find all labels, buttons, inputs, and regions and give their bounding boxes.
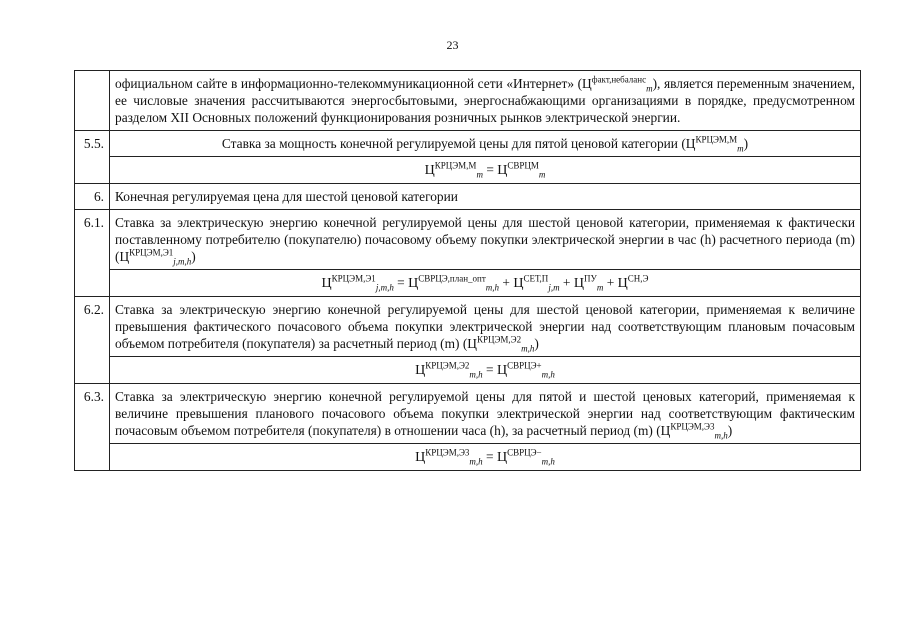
formula [110, 444, 861, 471]
subscript: m,h [541, 369, 555, 380]
text-part: Ставка за электрическую энергию конечной регулируемой цены для пятой и шестой ценовых категорий, применяемая к величине превышения планового почасового объема покупки электрической энергии над соответствующим фактическим почасовым объемом потребителя (покупателя) в отношении часа (h), за расчетный период (m) (Ц [115, 389, 855, 438]
superscript: СВРЦЭ,план_опт [418, 273, 486, 284]
text-part: Ставка за мощность конечной регулируемой цены для пятой ценовой категории (Ц [221, 136, 696, 151]
superscript: КРЦЭМ,Э3 [425, 447, 470, 458]
subscript: j,m,h [375, 282, 394, 293]
table-row [75, 384, 861, 444]
table-row [75, 210, 861, 270]
formula-symbol: Ц [408, 276, 419, 291]
row-text: Конечная регулируемая цена для шестой ценовой категории [110, 184, 861, 210]
row-text [110, 71, 861, 131]
table-row [75, 71, 861, 131]
subscript: j,m,h [173, 256, 192, 267]
superscript: факт,небаланс [591, 74, 647, 85]
equals-sign: = [486, 162, 494, 177]
formula-row [75, 157, 861, 184]
formula-symbol: Ц [496, 363, 508, 378]
superscript: СВРЦМ [507, 160, 539, 171]
text-part: официальном сайте в информационно-телекоммуникационной сети «Интернет» (Ц [115, 76, 592, 91]
page-number: 23 [446, 38, 459, 52]
plus-sign: + [562, 275, 571, 290]
subscript: m,h [521, 343, 535, 354]
superscript: СЕТ,П [523, 273, 549, 284]
superscript: КРЦЭМ,Э1 [129, 247, 174, 258]
formula-row [75, 444, 861, 471]
row-number [75, 71, 110, 131]
row-text [110, 297, 861, 357]
superscript: КРЦЭМ,Э2 [425, 360, 470, 371]
row-number: 5.5. [75, 131, 110, 184]
formula-symbol: Ц [496, 450, 508, 465]
text-part: ) [727, 423, 733, 438]
subscript: j,m [548, 282, 560, 293]
equals-sign: = [486, 449, 494, 464]
superscript: КРЦЭМ,М [434, 160, 477, 171]
superscript: КРЦЭМ,Э3 [670, 421, 715, 432]
tariff-table [74, 70, 861, 471]
subscript: m [737, 143, 744, 154]
formula-row [75, 270, 861, 297]
superscript: СН,Э [627, 273, 649, 284]
superscript: КРЦЭМ,Э1 [331, 273, 376, 284]
text-part: ) [191, 249, 196, 264]
subscript: m,h [714, 430, 728, 441]
text-part: Ставка за электрическую энергию конечной регулируемой цены для шестой ценовой категории, применяемая к величине превышения фактического почасового объема покупки электрической энергии над соответствующим плановым почасовым объемом потребителя (покупателя) за расчетный период (m) (Ц [115, 302, 855, 351]
subscript: m [538, 169, 546, 180]
formula-symbol: Ц [573, 276, 584, 291]
table-row [75, 184, 861, 210]
subscript: m,h [469, 456, 483, 467]
formula [110, 157, 861, 184]
plus-sign: + [606, 275, 615, 290]
row-number: 6. [75, 184, 110, 210]
subscript: m,h [541, 456, 555, 467]
formula-symbol: Ц [321, 276, 332, 291]
row-number: 6.2. [75, 297, 110, 384]
formula-symbol: Ц [415, 363, 426, 378]
text-part: Ставка за электрическую энергию конечной регулируемой цены для шестой ценовой категории, применяемая к фактически поставленному потребителю (покупателю) почасовому объему покупки электрической энергии в час (h) расчетного периода (m) (Ц [115, 215, 855, 264]
superscript: КРЦЭМ,Э2 [476, 334, 522, 345]
equals-sign: = [397, 275, 405, 290]
row-text [110, 384, 861, 444]
superscript: КРЦЭМ,М [695, 134, 738, 145]
formula-symbol: Ц [415, 450, 426, 465]
superscript: СВРЦЭ+ [507, 360, 542, 371]
text-part: ) [534, 336, 539, 351]
row-text [110, 131, 861, 157]
subscript: m,h [469, 369, 483, 380]
plus-sign: + [502, 275, 510, 290]
formula-symbol: Ц [497, 163, 508, 178]
subscript: m [646, 83, 653, 94]
formula-symbol: Ц [617, 276, 628, 291]
formula-symbol: Ц [424, 163, 435, 178]
formula-symbol: Ц [513, 276, 524, 291]
formula [110, 357, 861, 384]
text-part: ) [743, 136, 749, 151]
table-row [75, 297, 861, 357]
subscript: m,h [485, 282, 500, 293]
formula [110, 270, 861, 297]
row-number: 6.1. [75, 210, 110, 297]
table-row [75, 131, 861, 157]
row-number: 6.3. [75, 384, 110, 471]
subscript: m [476, 169, 483, 180]
superscript: ПУ [583, 273, 597, 284]
superscript: СВРЦЭ− [507, 447, 542, 458]
subscript: m [596, 282, 604, 293]
equals-sign: = [486, 362, 494, 377]
text-part: ), является переменным значением, ее числовые значения рассчитываются энергосбытовыми, энергоснабжающими организациями в порядке, предусмотренном разделом XII Основных положений функционирования розничных рынков электрической энергии. [115, 76, 855, 125]
formula-row [75, 357, 861, 384]
row-text [110, 210, 861, 270]
